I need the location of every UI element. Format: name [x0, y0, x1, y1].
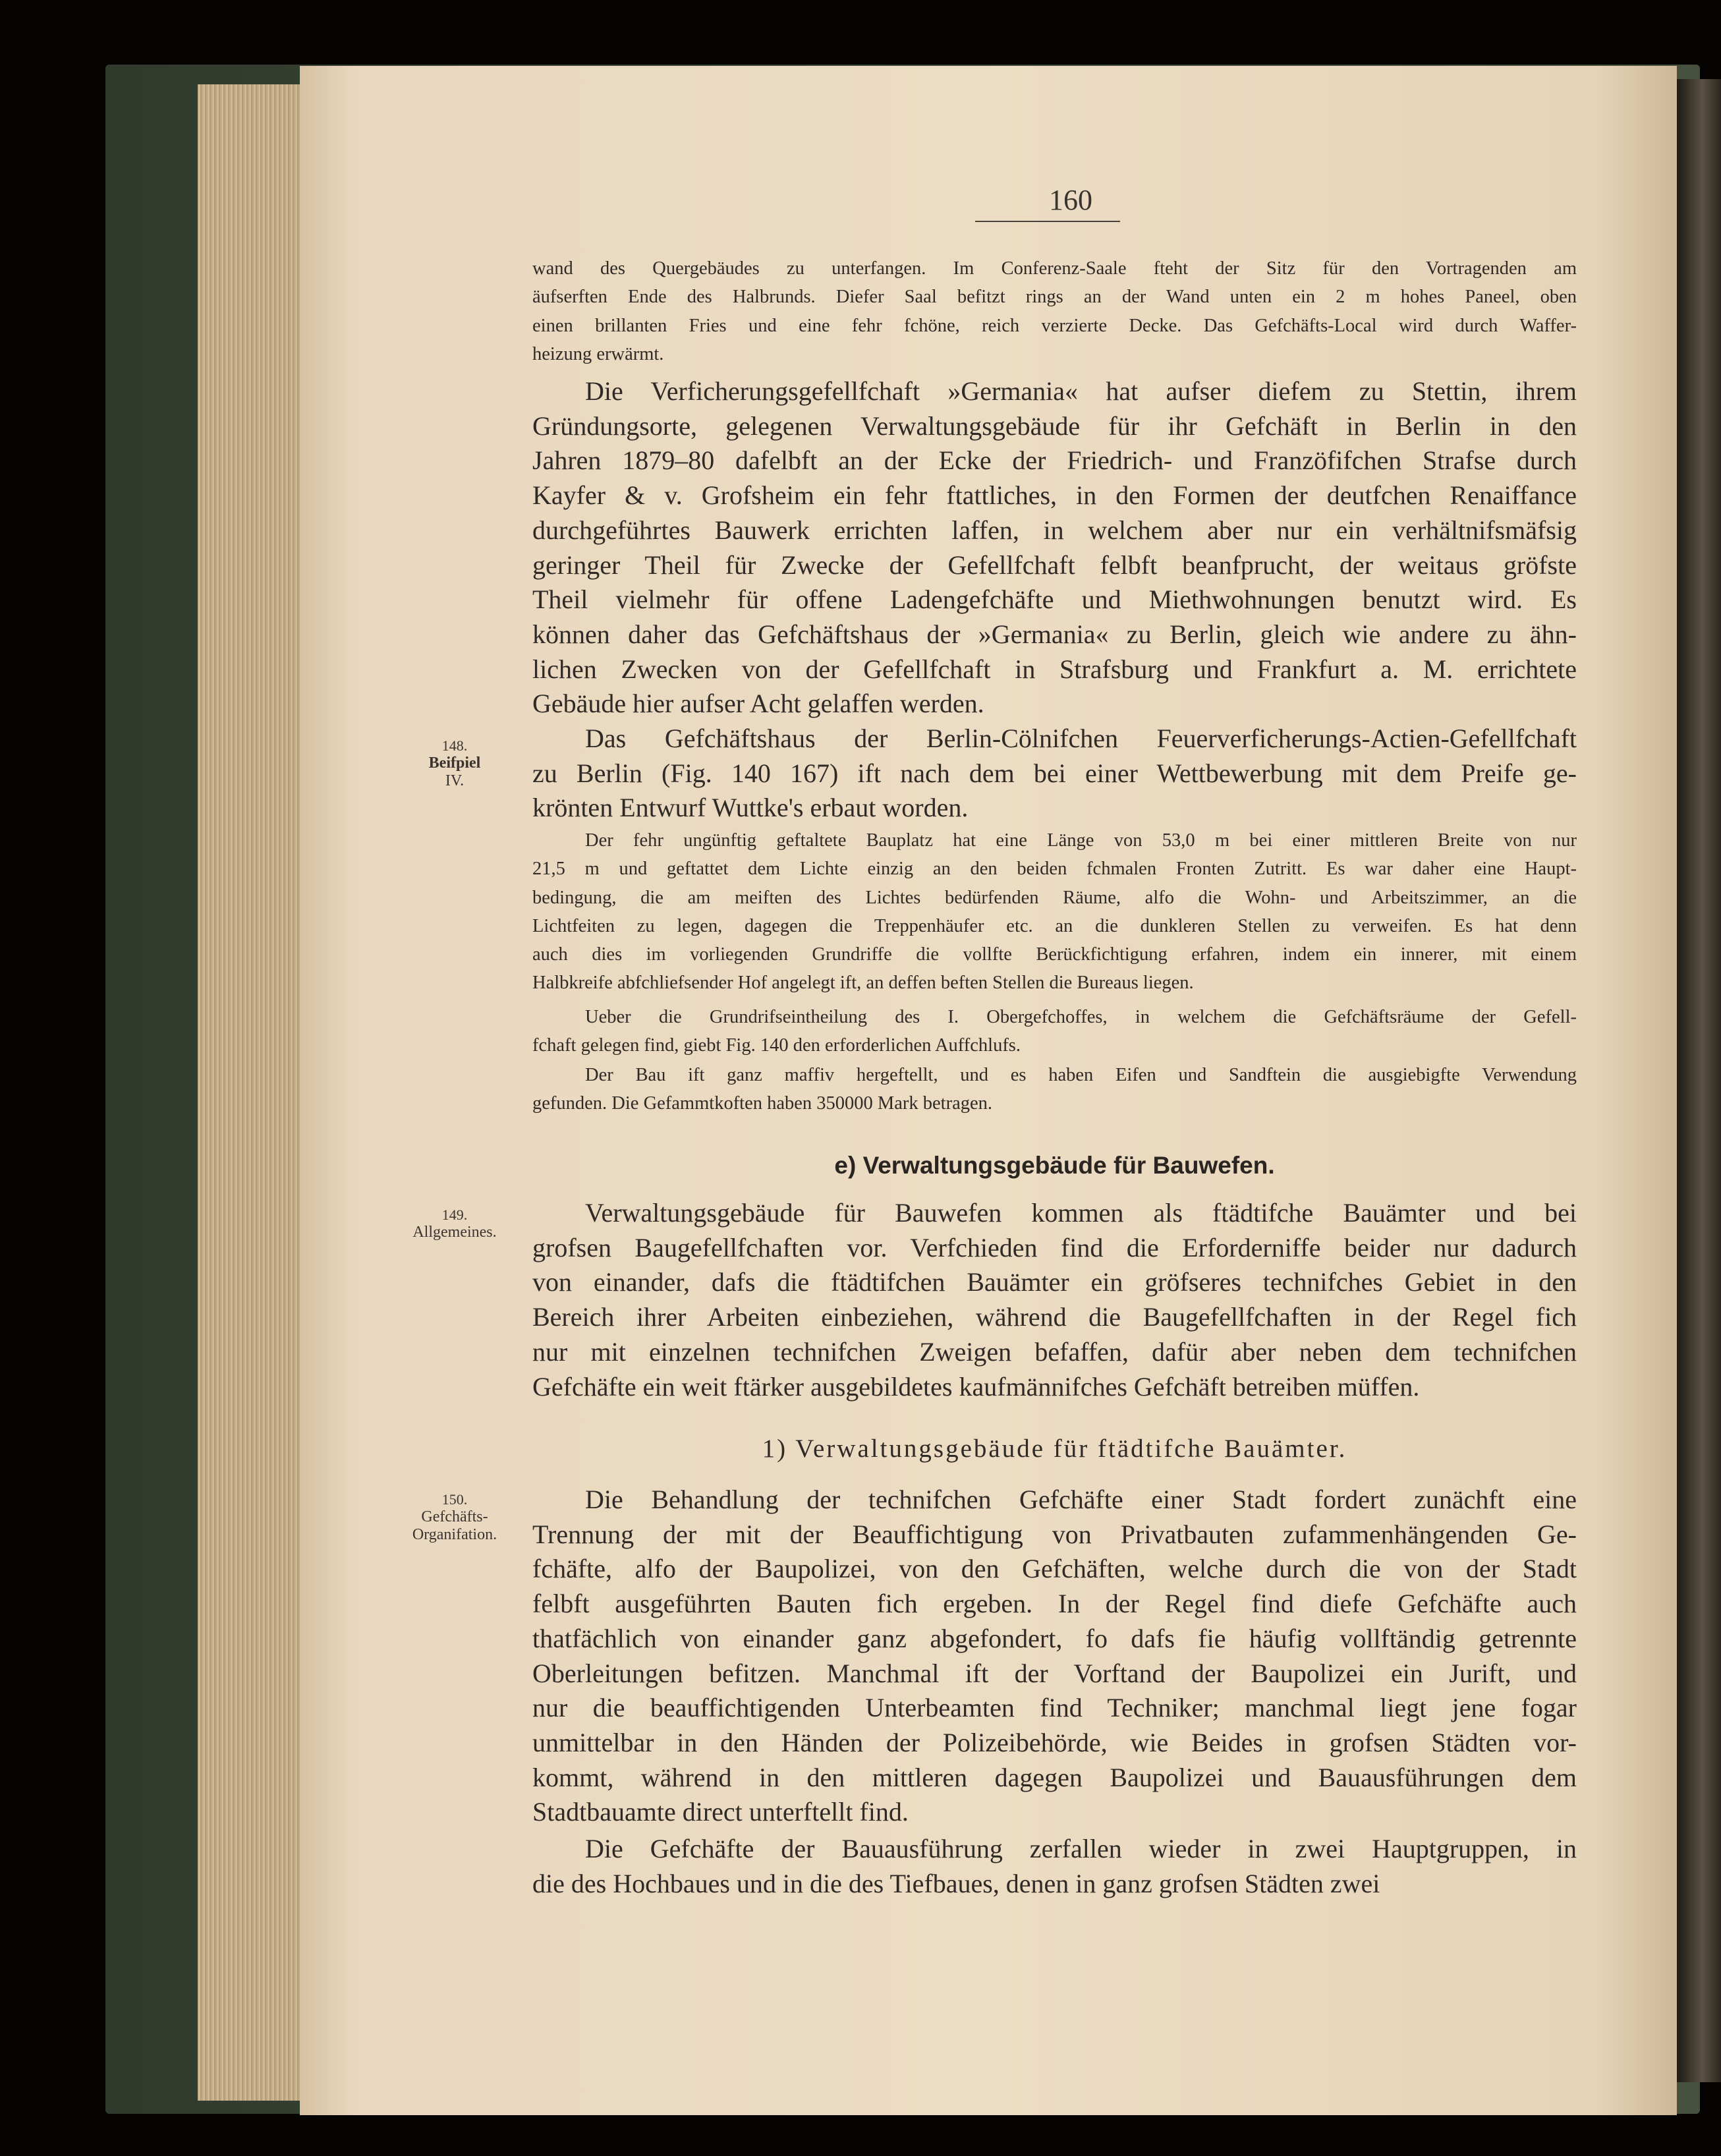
text-line: Jahren 1879–80 dafelbft an der Ecke der Friedrich- und Franzöfifchen Strafse durch — [532, 445, 1577, 476]
paragraph-p8 — [532, 1832, 1577, 1901]
paragraph-p3 — [532, 826, 1577, 998]
text-line: Theil vielmehr für offene Ladengefchäfte und Miethwohnungen benutzt wird. Es — [532, 584, 1577, 615]
text-line: zu Berlin (Fig. 140 167) ift nach dem bei einer Wettbewerbung mit dem Preife ge- — [532, 758, 1577, 788]
text-line: die des Hochbaues und in die des Tiefbaues, denen in ganz grofsen Städten zwei — [532, 1868, 1380, 1898]
text-line: Der Bau ift ganz maffiv hergeftellt, und es haben Eifen und Sandftein die ausgiebigfte Verwendung — [585, 1065, 1577, 1085]
text-line: nur mit einzelnen technifchen Zweigen befaffen, dafür aber neben dem technifchen — [532, 1336, 1577, 1367]
text-line: wand des Quergebäudes zu unterfangen. Im Conferenz-Saale fteht der Sitz für den Vortragenden am — [532, 258, 1577, 279]
paragraph-p2 — [532, 722, 1577, 826]
text-line: Die Verficherungsgefellfchaft »Germania« hat aufser diefem zu Stettin, ihrem — [585, 376, 1577, 406]
text-line: 21,5 m und geftattet dem Lichte einzig an den beiden fchmalen Fronten Zutritt. Es war daher eine Haupt- — [532, 859, 1577, 880]
text-line: Halbkreife abfchliefsender Hof angelegt ift, an deffen beften Stellen die Bureaus liegen. — [532, 973, 1194, 994]
text-line: Das Gefchäftshaus der Berlin-Cölnifchen Feuerverficherungs-Actien-Gefellfchaft — [585, 723, 1577, 753]
text-line: lichen Zwecken von der Gefellfchaft in Strafsburg und Frankfurt a. M. errichtete — [532, 654, 1577, 684]
text-line: Kayfer & v. Grofsheim ein fehr ftattliches, in den Formen der deutfchen Renaiffance — [532, 480, 1577, 511]
text-line: Die Behandlung der technifchen Gefchäfte einer Stadt fordert zunächft eine — [585, 1485, 1577, 1514]
text-line: Gebäude hier aufser Acht gelaffen werden. — [532, 689, 984, 719]
text-line: bedingung, die am meiften des Lichtes bedürfenden Räume, alfo die Wohn- und Arbeitszimmer, an die — [532, 887, 1577, 908]
text-line: Gründungsorte, gelegenen Verwaltungsgebäude für ihr Gefchäft in Berlin in den — [532, 411, 1577, 441]
text-line: Die Gefchäfte der Bauausführung zerfallen wieder in zwei Hauptgruppen, in — [585, 1834, 1577, 1863]
text-line: geringer Theil für Zwecke der Gefellfchaft felbft beanfprucht, der weitaus gröfste — [532, 550, 1577, 580]
text-line: Trennung der mit der Beauffichtigung von Privatbauten zufammenhängenden Ge- — [532, 1519, 1577, 1549]
margin-note-148 — [395, 737, 514, 790]
text-line: fchäfte, alfo der Baupolizei, von den Gefchäften, welche durch die von der Stadt — [532, 1554, 1577, 1584]
header-rule — [975, 221, 1120, 222]
text-line: Der fehr ungünftig geftaltete Bauplatz hat eine Länge von 53,0 m bei einer mittleren Breite von nur — [585, 830, 1577, 851]
text-line: kommt, während in den mittleren dagegen Baupolizei und Bauausführungen dem — [532, 1762, 1577, 1792]
margin-note-149 — [395, 1206, 514, 1241]
text-line: auch dies im vorliegenden Grundriffe die vollfte Berückfichtigung erfahren, indem ein innerer, mit einem — [532, 944, 1577, 965]
text-line: gefunden. Die Gefammtkoften haben 350000 Mark betragen. — [532, 1093, 993, 1114]
paragraph-p4 — [532, 1003, 1577, 1060]
margin-note-number: 148. — [441, 737, 468, 754]
text-line: krönten Entwurf Wuttke's erbaut worden. — [532, 793, 969, 823]
page-number: 160 — [1049, 184, 1092, 216]
text-line: nur die beauffichtigenden Unterbeamten find Techniker; manchmal liegt jene fogar — [532, 1693, 1577, 1723]
text-line: einen brillanten Fries und eine fehr fchöne, reich verzierte Decke. Das Gefchäfts-Local wird durch Waffer- — [532, 315, 1577, 336]
text-line: Verwaltungsgebäude für Bauwefen kommen als ftädtifche Bauämter und bei — [585, 1198, 1577, 1228]
text-line: äufserften Ende des Halbrunds. Diefer Saal befitzt rings an der Wand unten ein 2 m hohes Paneel, oben — [532, 287, 1577, 308]
margin-note-label: Organifation. — [412, 1526, 497, 1543]
text-line: von einander, dafs die ftädtifchen Bauämter ein gröfseres technifches Gebiet in den — [532, 1267, 1577, 1297]
text-line: heizung erwärmt. — [532, 343, 664, 364]
text-line: grofsen Baugefellfchaften vor. Verfchieden find die Erforderniffe beider nur dadurch — [532, 1232, 1577, 1262]
text-line: Bereich ihrer Arbeiten einbeziehen, während die Baugefellfchaften in der Regel fich — [532, 1302, 1577, 1332]
text-line: durchgeführtes Bauwerk errichten laffen, in welchem aber nur ein verhältnifsmäfsig — [532, 515, 1577, 545]
paragraph-p6 — [532, 1196, 1577, 1404]
book-spine-right — [1675, 79, 1721, 2082]
text-line: können daher das Gefchäftshaus der »Germania« zu Berlin, gleich wie andere zu ähn- — [532, 619, 1577, 649]
paragraph-p0 — [532, 254, 1577, 368]
margin-note-label: Allgemeines. — [412, 1224, 497, 1241]
paragraph-p7 — [532, 1483, 1577, 1830]
text-line: unmittelbar in den Händen der Polizeibehörde, wie Beides in grofsen Städten vor- — [532, 1727, 1577, 1757]
text-line: Lichtfeiten zu legen, dagegen die Treppenhäufer etc. an die dunkleren Stellen zu verweifen. Es hat denn — [532, 915, 1577, 936]
text-line: Stadtbauamte direct unterftellt find. — [532, 1797, 909, 1827]
section-heading-1: 1) Verwaltungsgebäude für ftädtifche Bauämter. — [762, 1434, 1347, 1463]
margin-note-label: IV. — [445, 772, 465, 789]
paragraph-p5 — [532, 1061, 1577, 1118]
text-line: Oberleitungen befitzen. Manchmal ift der Vorftand der Baupolizei ein Jurift, und — [532, 1658, 1577, 1688]
text-line: Gefchäfte ein weit ftärker ausgebildetes kaufmännifches Gefchäft betreiben müffen. — [532, 1371, 1420, 1402]
margin-note-number: 149. — [441, 1206, 468, 1223]
text-line: Ueber die Grundrifseintheilung des I. Obergefchoffes, in welchem die Gefchäftsräume der Gefell- — [585, 1007, 1577, 1027]
margin-note-150 — [395, 1490, 514, 1544]
margin-note-label: Beifpiel — [428, 754, 481, 772]
text-line: felbft ausgeführten Bauten fich ergeben. In der Regel find diefe Gefchäfte auch — [532, 1589, 1577, 1619]
margin-note-label: Gefchäfts- — [421, 1508, 488, 1525]
paragraph-p1 — [532, 374, 1577, 722]
text-line: thatfächlich von einander ganz abgefondert, fo dafs fie häufig vollftändig getrennte — [532, 1623, 1577, 1653]
margin-note-number: 150. — [441, 1491, 468, 1508]
page-edges — [198, 84, 303, 2101]
section-heading-e: e) Verwaltungsgebäude für Bauwefen. — [834, 1152, 1275, 1179]
text-line: fchaft gelegen find, giebt Fig. 140 den erforderlichen Auffchlufs. — [532, 1035, 1021, 1056]
